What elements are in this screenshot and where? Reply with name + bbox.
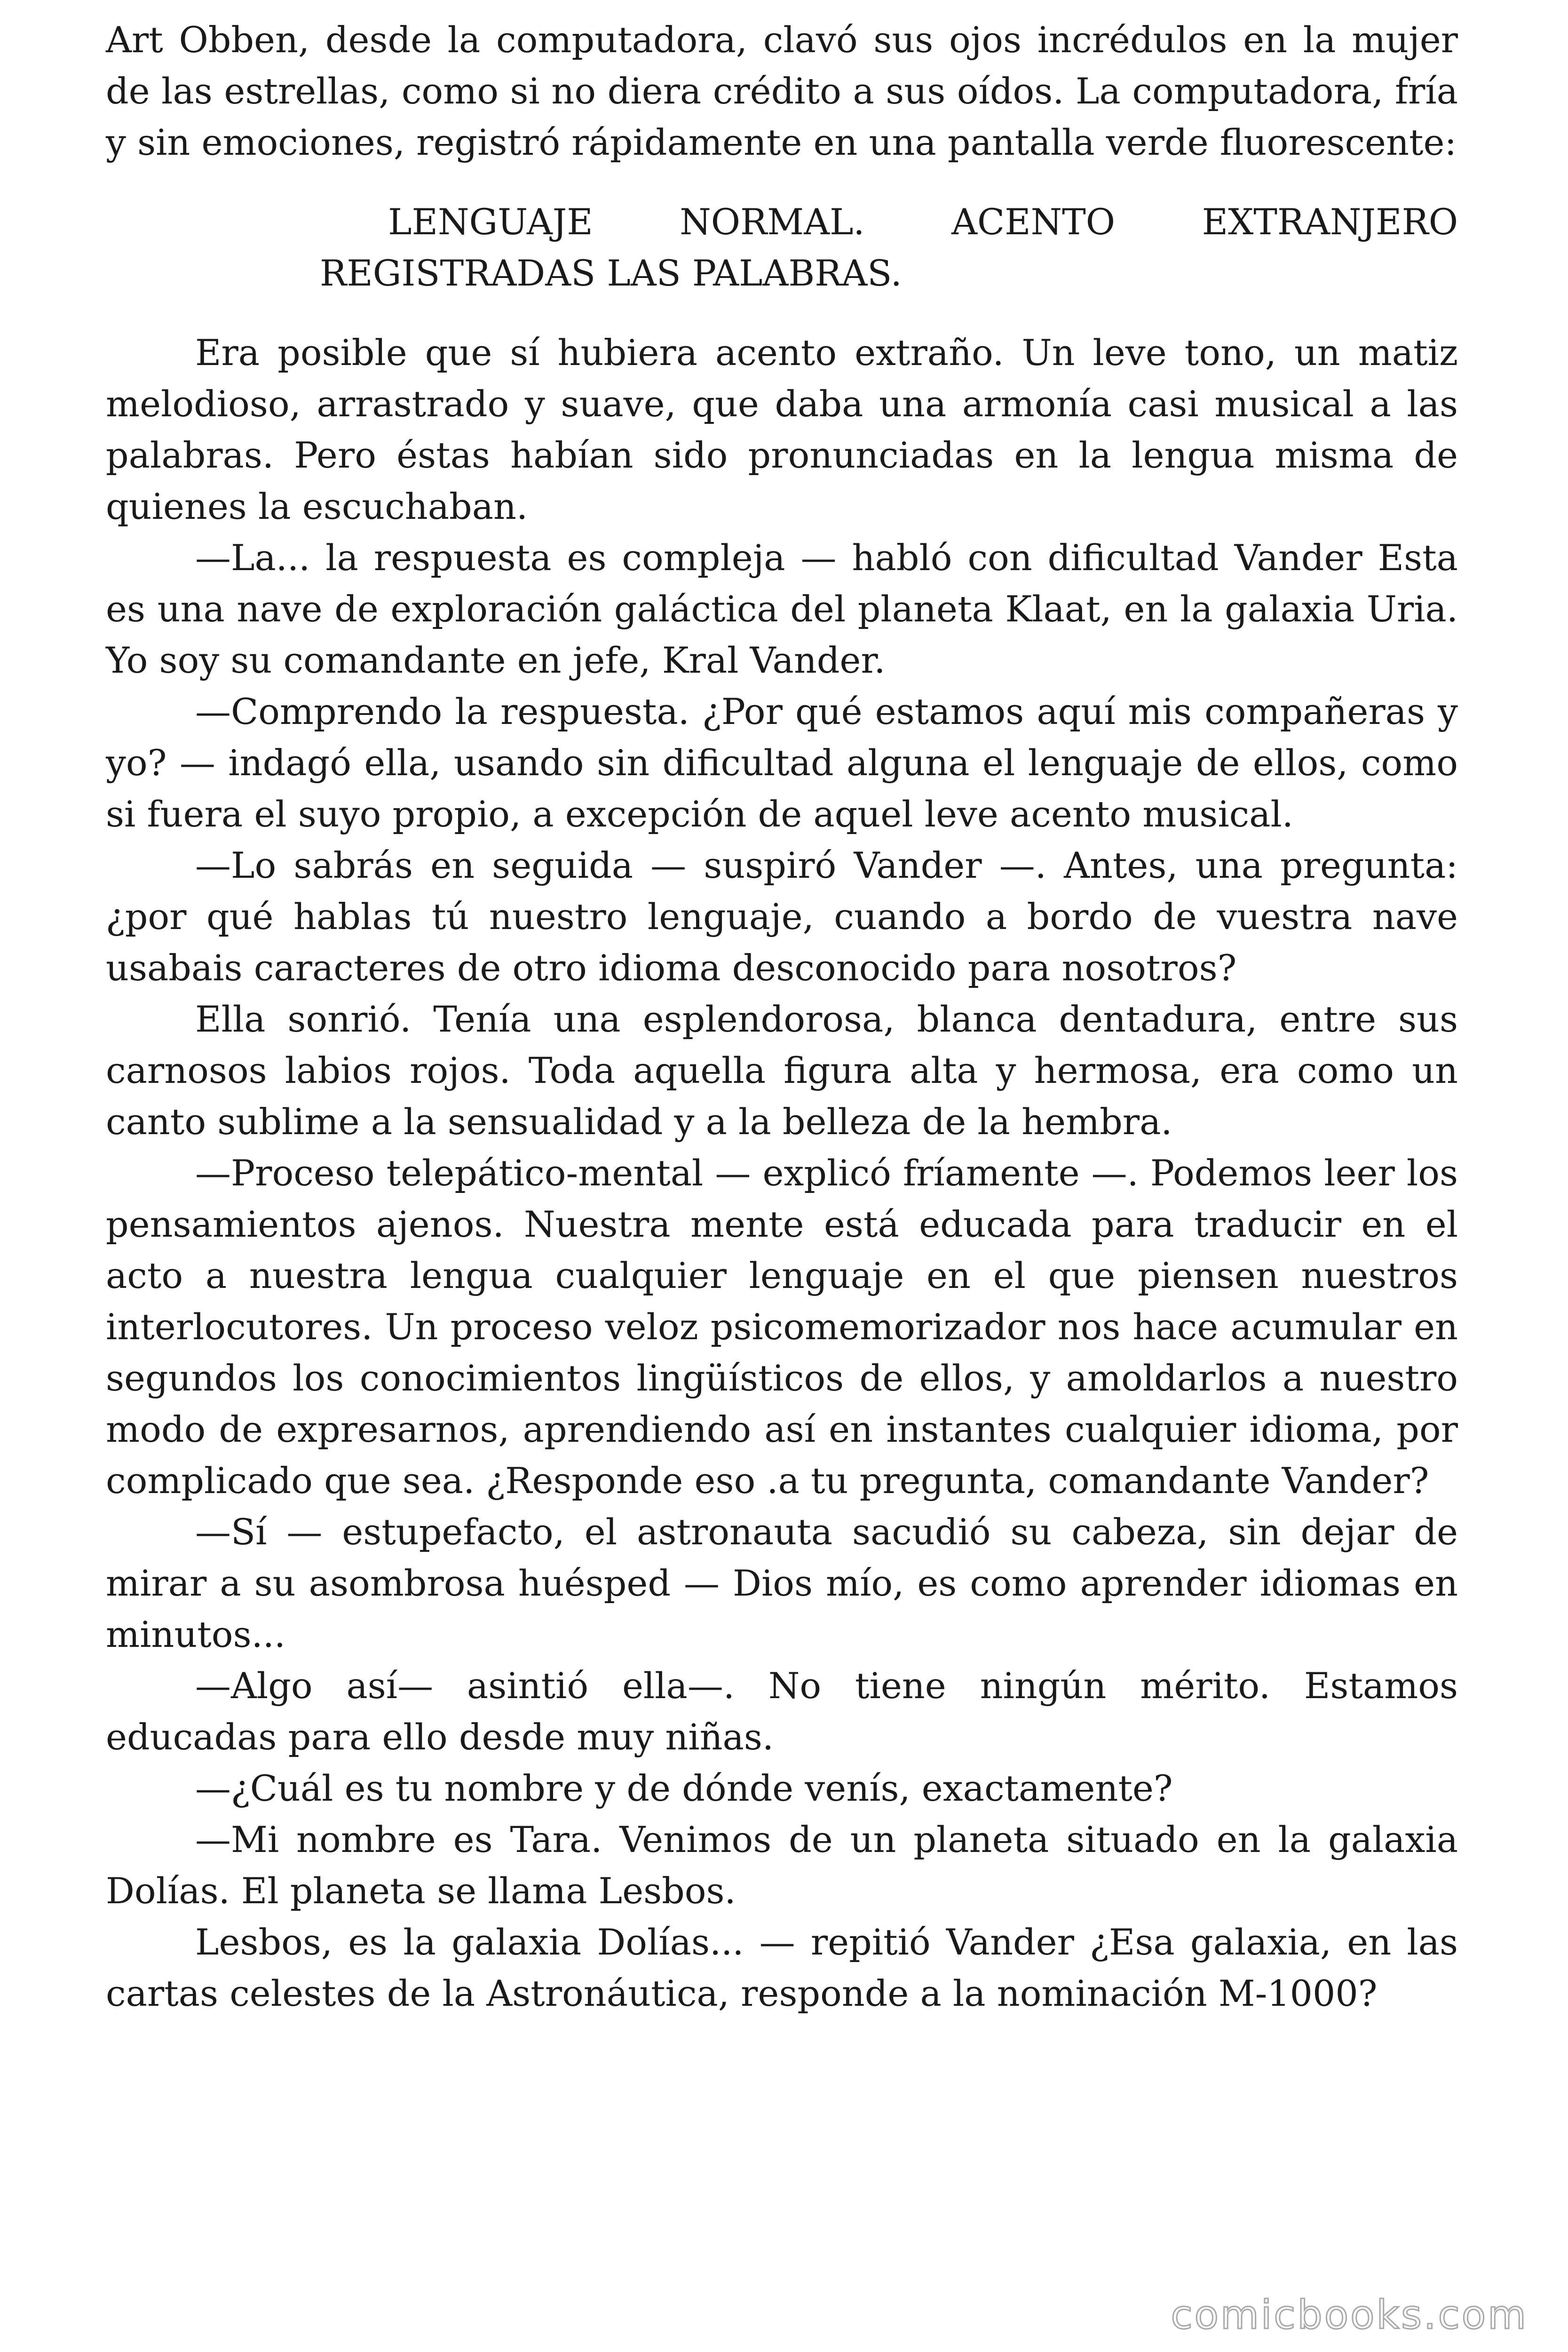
intro-paragraph: Art Obben, desde la computadora, clavó sus ojos incrédulos en la mujer de las estrellas, como si no diera crédito a sus oídos. La computadora, fría y sin emociones, registró rápidamente en una pantalla verde fluorescente: [106, 19, 1458, 163]
screen-line-1: LENGUAJE NORMAL. ACENTO EXTRANJERO [388, 201, 1458, 243]
paragraph: —¿Cuál es tu nombre y de dónde venís, exactamente? [195, 1767, 1173, 1809]
paragraph: —Algo así— asintió ella—. No tiene ningún mérito. Estamos educadas para ello desde muy niñas. [106, 1665, 1458, 1758]
book-page [106, 14, 1458, 2019]
computer-screen-text [320, 196, 1458, 299]
paragraph: —Sí — estupefacto, el astronauta sacudió su cabeza, sin dejar de mirar a su asombrosa huésped — Dios mío, es como aprender idiomas en minutos... [106, 1511, 1458, 1655]
paragraph: —Proceso telepático-mental — explicó fríamente —. Podemos leer los pensamientos ajenos. Nuestra mente está educada para traducir en el acto a nuestra lengua cualquier lenguaje en el que piensen nuestros interlocutores. Un proceso veloz psicomemorizador nos hace acumular en segundos los conocimientos lingüísticos de ellos, y amoldarlos a nuestro modo de expresarnos, aprendiendo así en instantes cualquier idioma, por complicado que sea. ¿Responde eso .a tu pregunta, comandante Vander? [106, 1152, 1458, 1502]
paragraph: —Mi nombre es Tara. Venimos de un planeta situado en la galaxia Dolías. El planeta se llama Lesbos. [106, 1819, 1458, 1912]
screen-line-2: REGISTRADAS LAS PALABRAS. [320, 252, 902, 294]
paragraph: Era posible que sí hubiera acento extraño. Un leve tono, un matiz melodioso, arrastrado y suave, que daba una armonía casi musical a las palabras. Pero éstas habían sido pronunciadas en la lengua misma de quienes la escuchaban. [106, 332, 1458, 527]
paragraph: Lesbos, es la galaxia Dolías... — repitió Vander ¿Esa galaxia, en las cartas celestes de la Astronáutica, responde a la nominación M-1000? [106, 1921, 1458, 2014]
paragraph: —Comprendo la respuesta. ¿Por qué estamos aquí mis compañeras y yo? — indagó ella, usando sin dificultad alguna el lenguaje de ellos, como si fuera el suyo propio, a excepción de aquel leve acento musical. [106, 691, 1458, 835]
paragraph: —Lo sabrás en seguida — suspiró Vander —. Antes, una pregunta: ¿por qué hablas tú nuestro lenguaje, cuando a bordo de vuestra nave usabais caracteres de otro idioma desconocido para nosotros? [106, 844, 1458, 989]
paragraph: Ella sonrió. Tenía una esplendorosa, blanca dentadura, entre sus carnosos labios rojos. Toda aquella figura alta y hermosa, era como un canto sublime a la sensualidad y a la belleza de la hembra. [106, 998, 1458, 1143]
watermark: comicbooks.com [1171, 2292, 1528, 2338]
paragraph: —La... la respuesta es compleja — habló con dificultad Vander Esta es una nave de exploración galáctica del planeta Klaat, en la galaxia Uria. Yo soy su comandante en jefe, Kral Vander. [106, 537, 1458, 681]
